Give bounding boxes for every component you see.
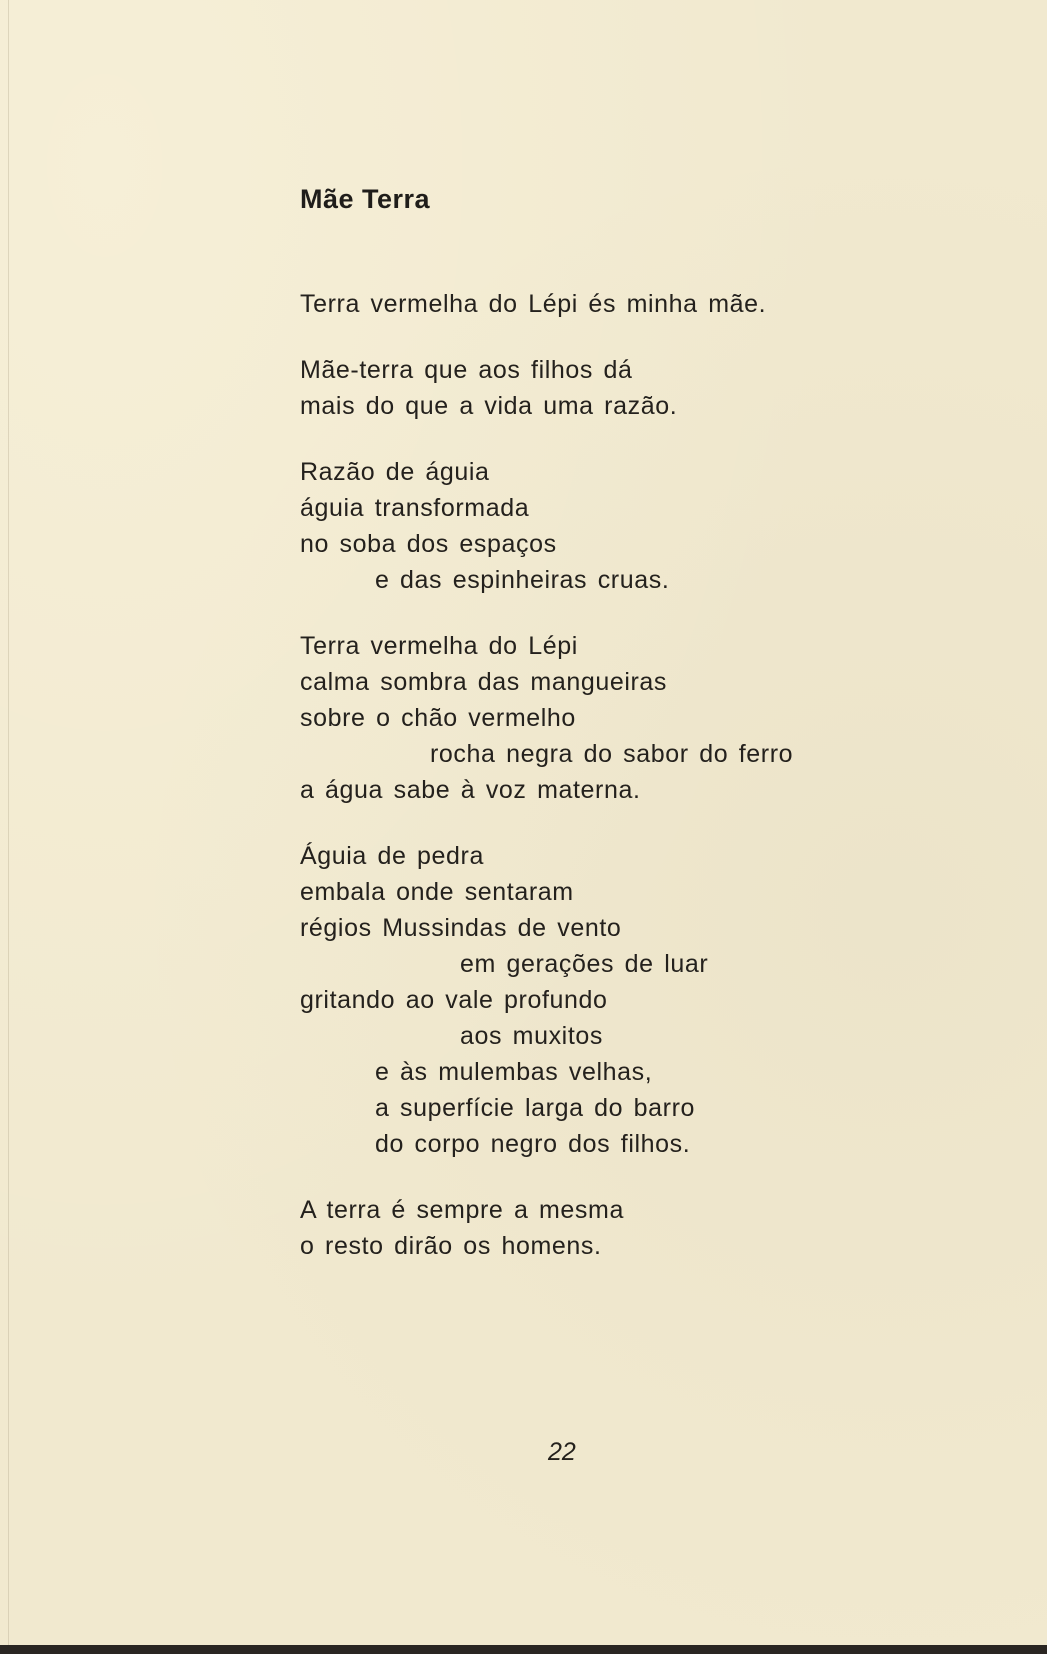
stanza-6 [300, 1192, 900, 1264]
poem-line: gritando ao vale profundo [300, 986, 608, 1014]
poem-line: e das espinheiras cruas. [375, 566, 670, 594]
poem-line: águia transformada [300, 494, 530, 522]
stanza-2 [300, 352, 900, 424]
poem-line: Águia de pedra [300, 842, 484, 870]
poem-line: em gerações de luar [460, 950, 709, 978]
poem-line: do corpo negro dos filhos. [375, 1130, 691, 1158]
poem-title: Mãe Terra [300, 184, 431, 214]
poem-line: o resto dirão os homens. [300, 1232, 602, 1260]
poem-line: embala onde sentaram [300, 878, 574, 906]
stanza-3 [300, 454, 900, 598]
stanza-1 [300, 286, 900, 322]
poem-line: mais do que a vida uma razão. [300, 392, 678, 420]
poem-line: e às mulembas velhas, [375, 1058, 653, 1086]
poem-line: a água sabe à voz materna. [300, 776, 641, 804]
poem-line: Terra vermelha do Lépi és minha mãe. [300, 290, 767, 318]
poem-line: rocha negra do sabor do ferro [430, 740, 794, 768]
poem-body [300, 286, 900, 1294]
poem-line: a superfície larga do barro [375, 1094, 696, 1122]
stanza-5 [300, 838, 900, 1162]
poem-line: Terra vermelha do Lépi [300, 632, 578, 660]
page-number: 22 [548, 1438, 576, 1466]
poem-line: Mãe-terra que aos filhos dá [300, 356, 633, 384]
poem-line: régios Mussindas de vento [300, 914, 622, 942]
poem-line: aos muxitos [460, 1022, 603, 1050]
poem-line: no soba dos espaços [300, 530, 557, 558]
page-gutter [8, 0, 9, 1654]
poem-line: Razão de águia [300, 458, 490, 486]
stanza-4 [300, 628, 900, 808]
poem-line: sobre o chão vermelho [300, 704, 576, 732]
scan-bottom-edge [0, 1645, 1047, 1654]
poem-line: A terra é sempre a mesma [300, 1196, 624, 1224]
poem-line: calma sombra das mangueiras [300, 668, 668, 696]
